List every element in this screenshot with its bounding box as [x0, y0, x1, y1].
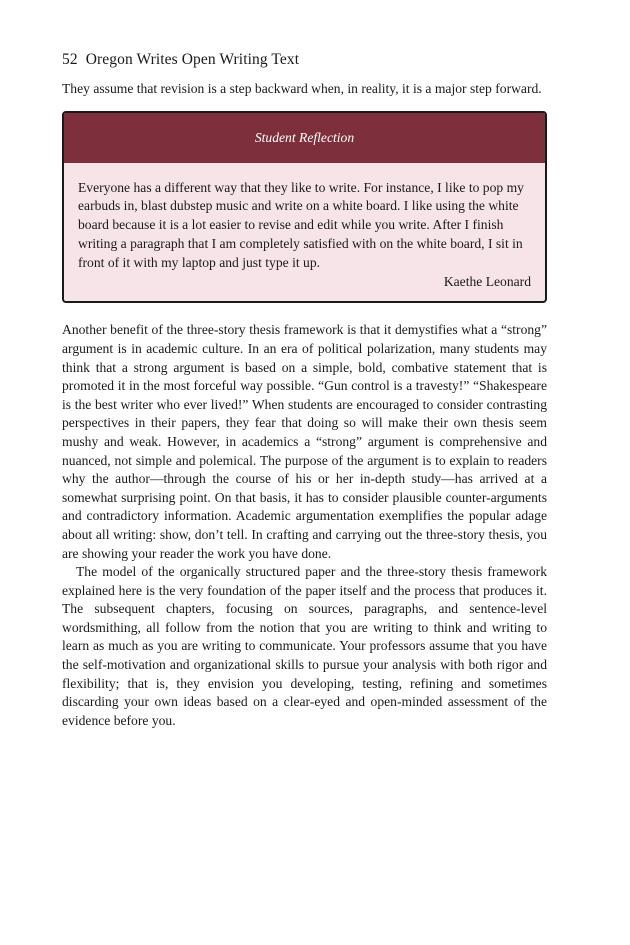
reflection-text: Everyone has a different way that they like to write. For instance, I like to pop my earbuds in, blast dubstep music and write on a white board. I like using the white board because it is a lot easier to revise and edit while you write. After I finish writing a paragraph that I am completely satisfied with on the white board, I sit in front of it with my laptop and just type it up.	[78, 179, 524, 270]
page-number: 52	[62, 51, 78, 68]
reflection-author: Kaethe Leonard	[443, 273, 531, 289]
running-title: Oregon Writes Open Writing Text	[85, 51, 300, 68]
intro-paragraph: They assume that revision is a step backward when, in reality, it is a major step forward.	[62, 81, 542, 96]
student-reflection-box	[62, 111, 547, 304]
page	[62, 50, 547, 730]
reflection-title: Student Reflection	[64, 113, 545, 163]
running-head	[62, 50, 547, 70]
body-paragraph: Another benefit of the three-story thesis framework is that it demystifies what a “strong” argument is in academic culture. In an era of political polarization, many students may think that a strong argument is based on a simple, bold, combative statement that is promoted it in the most forceful way possible. “Gun control is a travesty!” “Shakespeare is the best writer who ever lived!” When students are encouraged to consider contrasting perspectives in their papers, they fear that doing so will make their own thesis seem mushy and weak. However, in academics a “strong” argument is comprehensive and nuanced, not simple and polemical. The purpose of the argument is to explain to readers why the author—through the course of his or her in-depth study—has arrived at a somewhat surprising point. On that basis, it has to consider plausible counter-arguments and contradictory information. Academic argumentation exemplifies the popular adage about all writing: show, don’t tell. In crafting and carrying out the three-story thesis, you are showing your reader the work you have done.	[62, 322, 547, 561]
body-paragraph: The model of the organically structured paper and the three-story thesis framework explained here is the very foundation of the paper itself and the process that produces it. The subsequent chapters, focusing on sources, paragraphs, and sentence-level wordsmithing, all follow from the notion that you are writing to think and writing to learn as much as you are writing to communicate. Your professors assume that you have the self-motivation and organizational skills to pursue your analysis with both rigor and flexibility; that is, they envision you developing, testing, refining and sometimes discarding your own ideas based on a clear-eyed and open-minded assessment of the evidence before you.	[62, 564, 547, 728]
reflection-body	[64, 163, 545, 302]
